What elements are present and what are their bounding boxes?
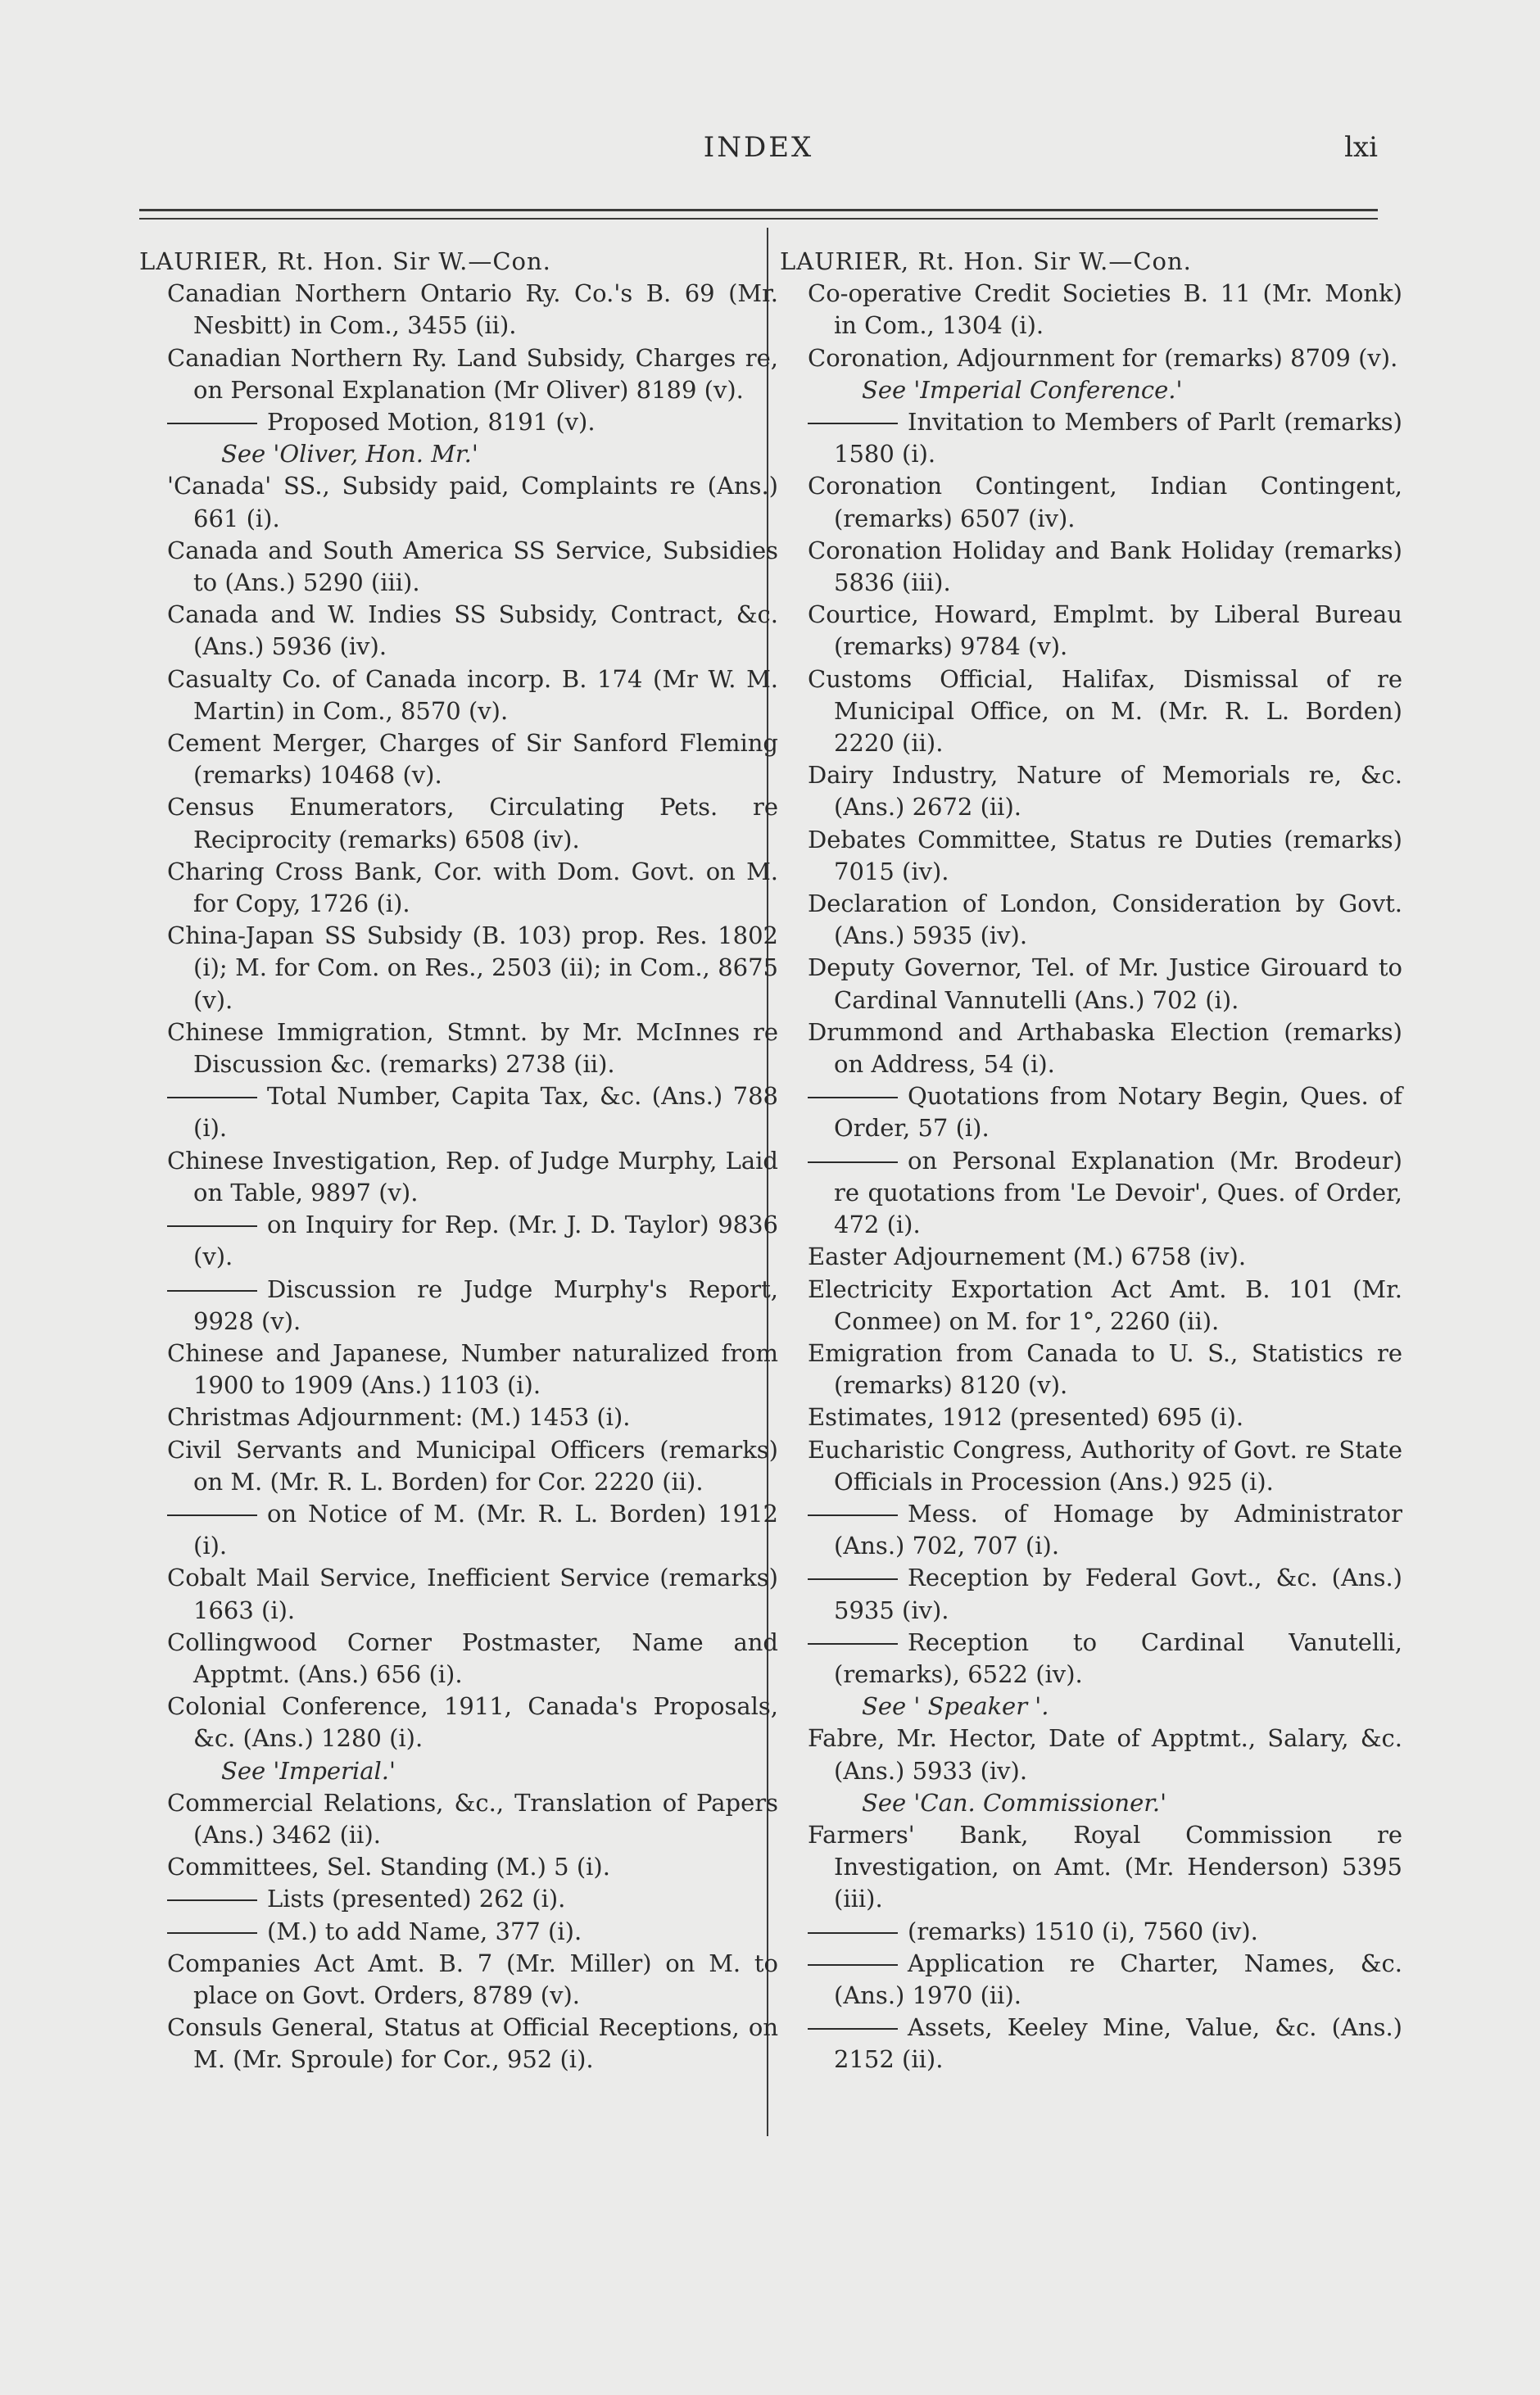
index-entry: 'Canada' SS., Subsidy paid, Complaints re (Ans.) 661 (i).: [167, 472, 778, 532]
index-entry: Collingwood Corner Postmaster, Name and Apptmt. (Ans.) 656 (i).: [167, 1628, 778, 1688]
dash-rule: [167, 1097, 257, 1098]
index-entry: Census Enumerators, Circulating Pets. re Reciprocity (remarks) 6508 (iv).: [167, 793, 778, 853]
index-subentry: Invitation to Members of Parlt (remarks) 1580 (i).: [808, 406, 1402, 470]
index-entry: Eucharistic Congress, Authority of Govt. re State Officials in Procession (Ans.) 925 (i).: [808, 1435, 1402, 1496]
index-entry: Colonial Conference, 1911, Canada's Proposals, &c. (Ans.) 1280 (i).: [167, 1692, 778, 1753]
index-entry: Declaration of London, Consideration by Govt. (Ans.) 5935 (iv).: [808, 890, 1402, 950]
index-entry: Cement Merger, Charges of Sir Sanford Fleming (remarks) 10468 (v).: [167, 729, 778, 790]
column-heading: LAURIER, Rt. Hon. Sir W.—Con.: [780, 247, 1192, 275]
index-entry: China-Japan SS Subsidy (B. 103) prop. Res. 1802 (i); M. for Com. on Res., 2503 (ii); in Com., 8675 (v).: [167, 921, 778, 1014]
dash-rule: [808, 1578, 898, 1580]
index-entry: Canada and W. Indies SS Subsidy, Contract, &c. (Ans.) 5936 (iv).: [167, 600, 778, 661]
dash-rule: [167, 423, 257, 424]
index-subentry: Lists (presented) 262 (i).: [167, 1883, 778, 1915]
index-entry: Canada and South America SS Service, Subsidies to (Ans.) 5290 (iii).: [167, 536, 778, 597]
index-subentry: Application re Charter, Names, &c. (Ans.) 1970 (ii).: [808, 1948, 1402, 2012]
page-title: INDEX: [703, 131, 814, 164]
index-entry: Co-operative Credit Societies B. 11 (Mr. Monk) in Com., 1304 (i).: [808, 279, 1402, 340]
dash-rule: [808, 1964, 898, 1966]
index-subentry: Reception by Federal Govt., &c. (Ans.) 5935 (iv).: [808, 1562, 1402, 1626]
dash-rule: [808, 1643, 898, 1645]
index-subentry: on Personal Explanation (Mr. Brodeur) re quotations from 'Le Devoir', Ques. of Order, 472 (i).: [808, 1145, 1402, 1242]
index-subentry: Reception to Cardinal Vanutelli, (remarks), 6522 (iv).: [808, 1627, 1402, 1691]
index-entry: Casualty Co. of Canada incorp. B. 174 (Mr W. M. Martin) in Com., 8570 (v).: [167, 664, 778, 725]
index-entry: Commercial Relations, &c., Translation of Papers (Ans.) 3462 (ii).: [167, 1788, 778, 1849]
index-entry: Canadian Northern Ontario Ry. Co.'s B. 69 (Mr. Nesbitt) in Com., 3455 (ii).: [167, 279, 778, 340]
dash-rule: [167, 1290, 257, 1292]
index-entry: Electricity Exportation Act Amt. B. 101 (Mr. Conmee) on M. for 1°, 2260 (ii).: [808, 1274, 1402, 1335]
index-subentry: Total Number, Capita Tax, &c. (Ans.) 788 (i).: [167, 1080, 778, 1144]
index-entry: Companies Act Amt. B. 7 (Mr. Miller) on M. to place on Govt. Orders, 8789 (v).: [167, 1949, 778, 2009]
column-heading: LAURIER, Rt. Hon. Sir W.—Con.: [139, 247, 551, 275]
page-header: [139, 131, 1378, 170]
index-subentry: (remarks) 1510 (i), 7560 (iv).: [808, 1916, 1402, 1948]
index-subentry: Quotations from Notary Begin, Ques. of Order, 57 (i).: [808, 1080, 1402, 1144]
index-subentry: on Inquiry for Rep. (Mr. J. D. Taylor) 9836 (v).: [167, 1209, 778, 1273]
dash-rule: [808, 1932, 898, 1934]
dash-rule: [808, 1514, 898, 1516]
index-entry: Customs Official, Halifax, Dismissal of re Municipal Office, on M. (Mr. R. L. Borden) 2220 (ii).: [808, 664, 1402, 758]
see-reference: See 'Imperial.': [221, 1756, 396, 1785]
header-rule-top: [139, 209, 1378, 211]
dash-rule: [167, 1899, 257, 1901]
index-entry: Christmas Adjournment: (M.) 1453 (i).: [167, 1403, 631, 1432]
dash-rule: [808, 423, 898, 424]
index-entry: Civil Servants and Municipal Officers (remarks) on M. (Mr. R. L. Borden) for Cor. 2220 (ii).: [167, 1435, 778, 1496]
see-reference: See ' Speaker '.: [862, 1692, 1049, 1721]
index-entry: Coronation Contingent, Indian Contingent, (remarks) 6507 (iv).: [808, 472, 1402, 532]
index-entry: Chinese Investigation, Rep. of Judge Murphy, Laid on Table, 9897 (v).: [167, 1146, 778, 1207]
index-entry: Committees, Sel. Standing (M.) 5 (i).: [167, 1853, 610, 1881]
see-reference: See 'Oliver, Hon. Mr.': [221, 440, 478, 469]
index-entry: Coronation, Adjournment for (remarks) 8709 (v).: [808, 343, 1398, 372]
index-subentry: Proposed Motion, 8191 (v).: [167, 406, 778, 438]
right-column: [780, 246, 1402, 2076]
index-entry: Easter Adjournement (M.) 6758 (iv).: [808, 1243, 1247, 1271]
index-subentry: on Notice of M. (Mr. R. L. Borden) 1912 (i).: [167, 1498, 778, 1562]
index-subentry: (M.) to add Name, 377 (i).: [167, 1916, 778, 1948]
index-entry: Chinese Immigration, Stmnt. by Mr. McInnes re Discussion &c. (remarks) 2738 (ii).: [167, 1017, 778, 1079]
dash-rule: [808, 2028, 898, 2030]
index-entry: Chinese and Japanese, Number naturalized from 1900 to 1909 (Ans.) 1103 (i).: [167, 1338, 778, 1400]
index-entry: Fabre, Mr. Hector, Date of Apptmt., Salary, &c. (Ans.) 5933 (iv).: [808, 1724, 1402, 1785]
index-entry: Courtice, Howard, Emplmt. by Liberal Bureau (remarks) 9784 (v).: [808, 600, 1402, 661]
index-entry: Cobalt Mail Service, Inefficient Service (remarks) 1663 (i).: [167, 1564, 778, 1624]
index-subentry: Discussion re Judge Murphy's Report, 9928 (v).: [167, 1274, 778, 1338]
index-entry: Deputy Governor, Tel. of Mr. Justice Girouard to Cardinal Vannutelli (Ans.) 702 (i).: [808, 953, 1402, 1014]
dash-rule: [167, 1514, 257, 1516]
index-subentry: Assets, Keeley Mine, Value, &c. (Ans.) 2152 (ii).: [808, 2012, 1402, 2076]
index-subentry: Mess. of Homage by Administrator (Ans.) 702, 707 (i).: [808, 1498, 1402, 1562]
left-column: [139, 246, 778, 2076]
header-rule-bottom: [139, 218, 1378, 220]
dash-rule: [808, 1161, 898, 1163]
index-entry: Estimates, 1912 (presented) 695 (i).: [808, 1403, 1244, 1432]
index-entry: Dairy Industry, Nature of Memorials re, &c. (Ans.) 2672 (ii).: [808, 761, 1402, 822]
index-entry: Coronation Holiday and Bank Holiday (remarks) 5836 (iii).: [808, 536, 1402, 597]
index-entry: Canadian Northern Ry. Land Subsidy, Charges re, on Personal Explanation (Mr Oliver) 8189 (v).: [167, 343, 778, 404]
index-entry: Debates Committee, Status re Duties (remarks) 7015 (iv).: [808, 825, 1402, 885]
see-reference: See 'Can. Commissioner.': [862, 1788, 1167, 1817]
page-number: lxi: [1344, 131, 1378, 164]
dash-rule: [167, 1225, 257, 1227]
index-entry: Charing Cross Bank, Cor. with Dom. Govt. on M. for Copy, 1726 (i).: [167, 857, 778, 918]
index-entry: Farmers' Bank, Royal Commission re Investigation, on Amt. (Mr. Henderson) 5395 (iii).: [808, 1820, 1402, 1913]
index-entry: Drummond and Arthabaska Election (remarks) on Address, 54 (i).: [808, 1017, 1402, 1079]
index-entry: Consuls General, Status at Official Receptions, on M. (Mr. Sproule) for Cor., 952 (i).: [167, 2013, 778, 2074]
see-reference: See 'Imperial Conference.': [862, 375, 1183, 404]
dash-rule: [167, 1932, 257, 1934]
dash-rule: [808, 1097, 898, 1098]
index-entry: Emigration from Canada to U. S., Statistics re (remarks) 8120 (v).: [808, 1338, 1402, 1400]
